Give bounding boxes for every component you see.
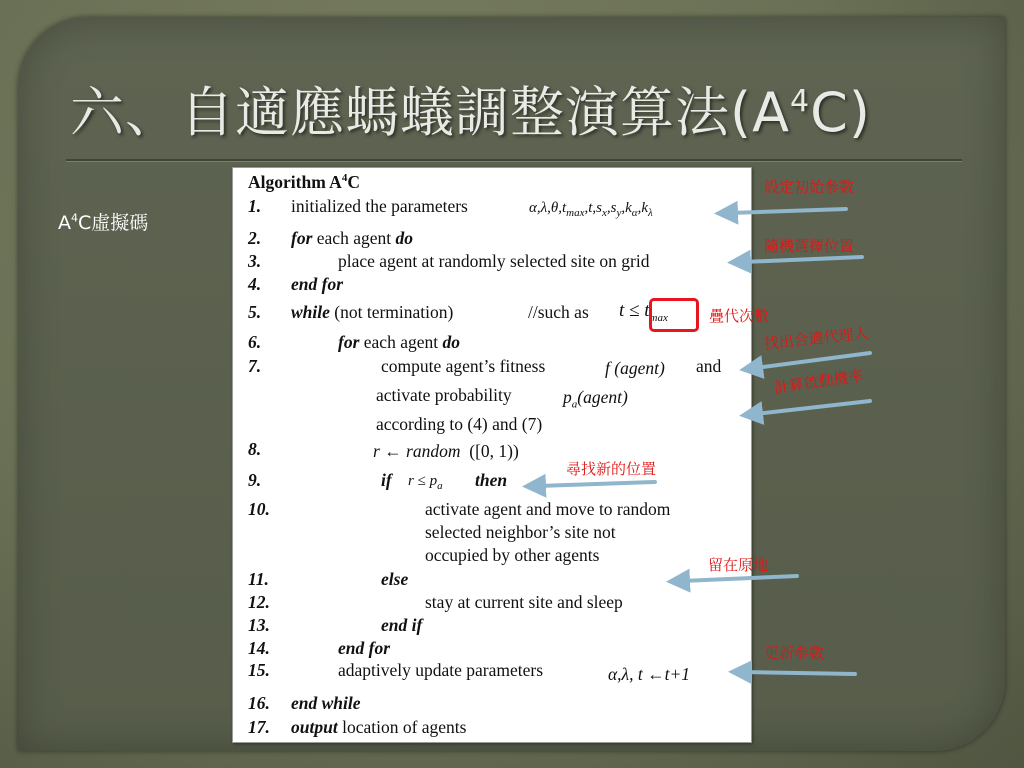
- arrow-1: [730, 209, 846, 213]
- algo-line-10c: occupied by other agents: [425, 545, 600, 565]
- algorithm-heading: Algorithm $A^4C$: [248, 172, 360, 192]
- annotation-iterations: 疊代次數: [709, 307, 770, 325]
- algorithm-box: Algorithm $A^4C$ 1. initialized the parameters $\alpha,\lambda,\theta,t_{max},t,s_x,s_y,k_\alpha,k_\lambda$ 2. for each agent do 3. place agent at randomly selected site on grid 4. end for 5. while (not termination) //such as $t \le t_{max}$ 6. for each agent do 7. compute agent’s fitness f (agent) and activate probability $p_a(agent)$ according to (4) and (7) 8. r ← random ([0, 1)) 9. if $r \le p_a$ then 10. activate agent and move to random selected neighbor’s site not occupied by other agents 11. else 12. stay at current site and sleep 13. end if 14. end for 15. adaptively update parameters α,λ, t ←t+1 16. end while 17. output location of agents: [232, 167, 752, 743]
- slide-title: 六、自適應螞蟻調整演算法$(A^4C)$: [70, 81, 871, 144]
- arrow-7: [744, 672, 855, 674]
- algo-line-7b: activate probability $p_a(agent)$: [376, 385, 628, 411]
- algo-line-7c: according to (4) and (7): [376, 414, 543, 434]
- annotation-random-position: 隨機選擇位置: [764, 237, 855, 255]
- algo-line-10b: selected neighbor’s site not: [425, 522, 616, 542]
- annotation-activation-prob: 計算啟動機率: [772, 366, 865, 397]
- annotation-new-position: 尋找新的位置: [566, 460, 657, 478]
- arrow-5: [538, 482, 655, 486]
- annotation-stay: 留在原地: [708, 556, 769, 574]
- arrow-2: [743, 257, 862, 262]
- annotation-find-agent: 找出合適代理人: [763, 324, 870, 353]
- pseudocode-label: $A^4C$虛擬碼: [58, 211, 149, 234]
- arrow-4: [755, 401, 870, 414]
- annotation-init-params: 設定初始參數: [764, 178, 855, 196]
- arrow-6: [682, 576, 797, 581]
- arrow-3: [755, 353, 870, 368]
- annotation-update-params: 更新參數: [764, 644, 825, 662]
